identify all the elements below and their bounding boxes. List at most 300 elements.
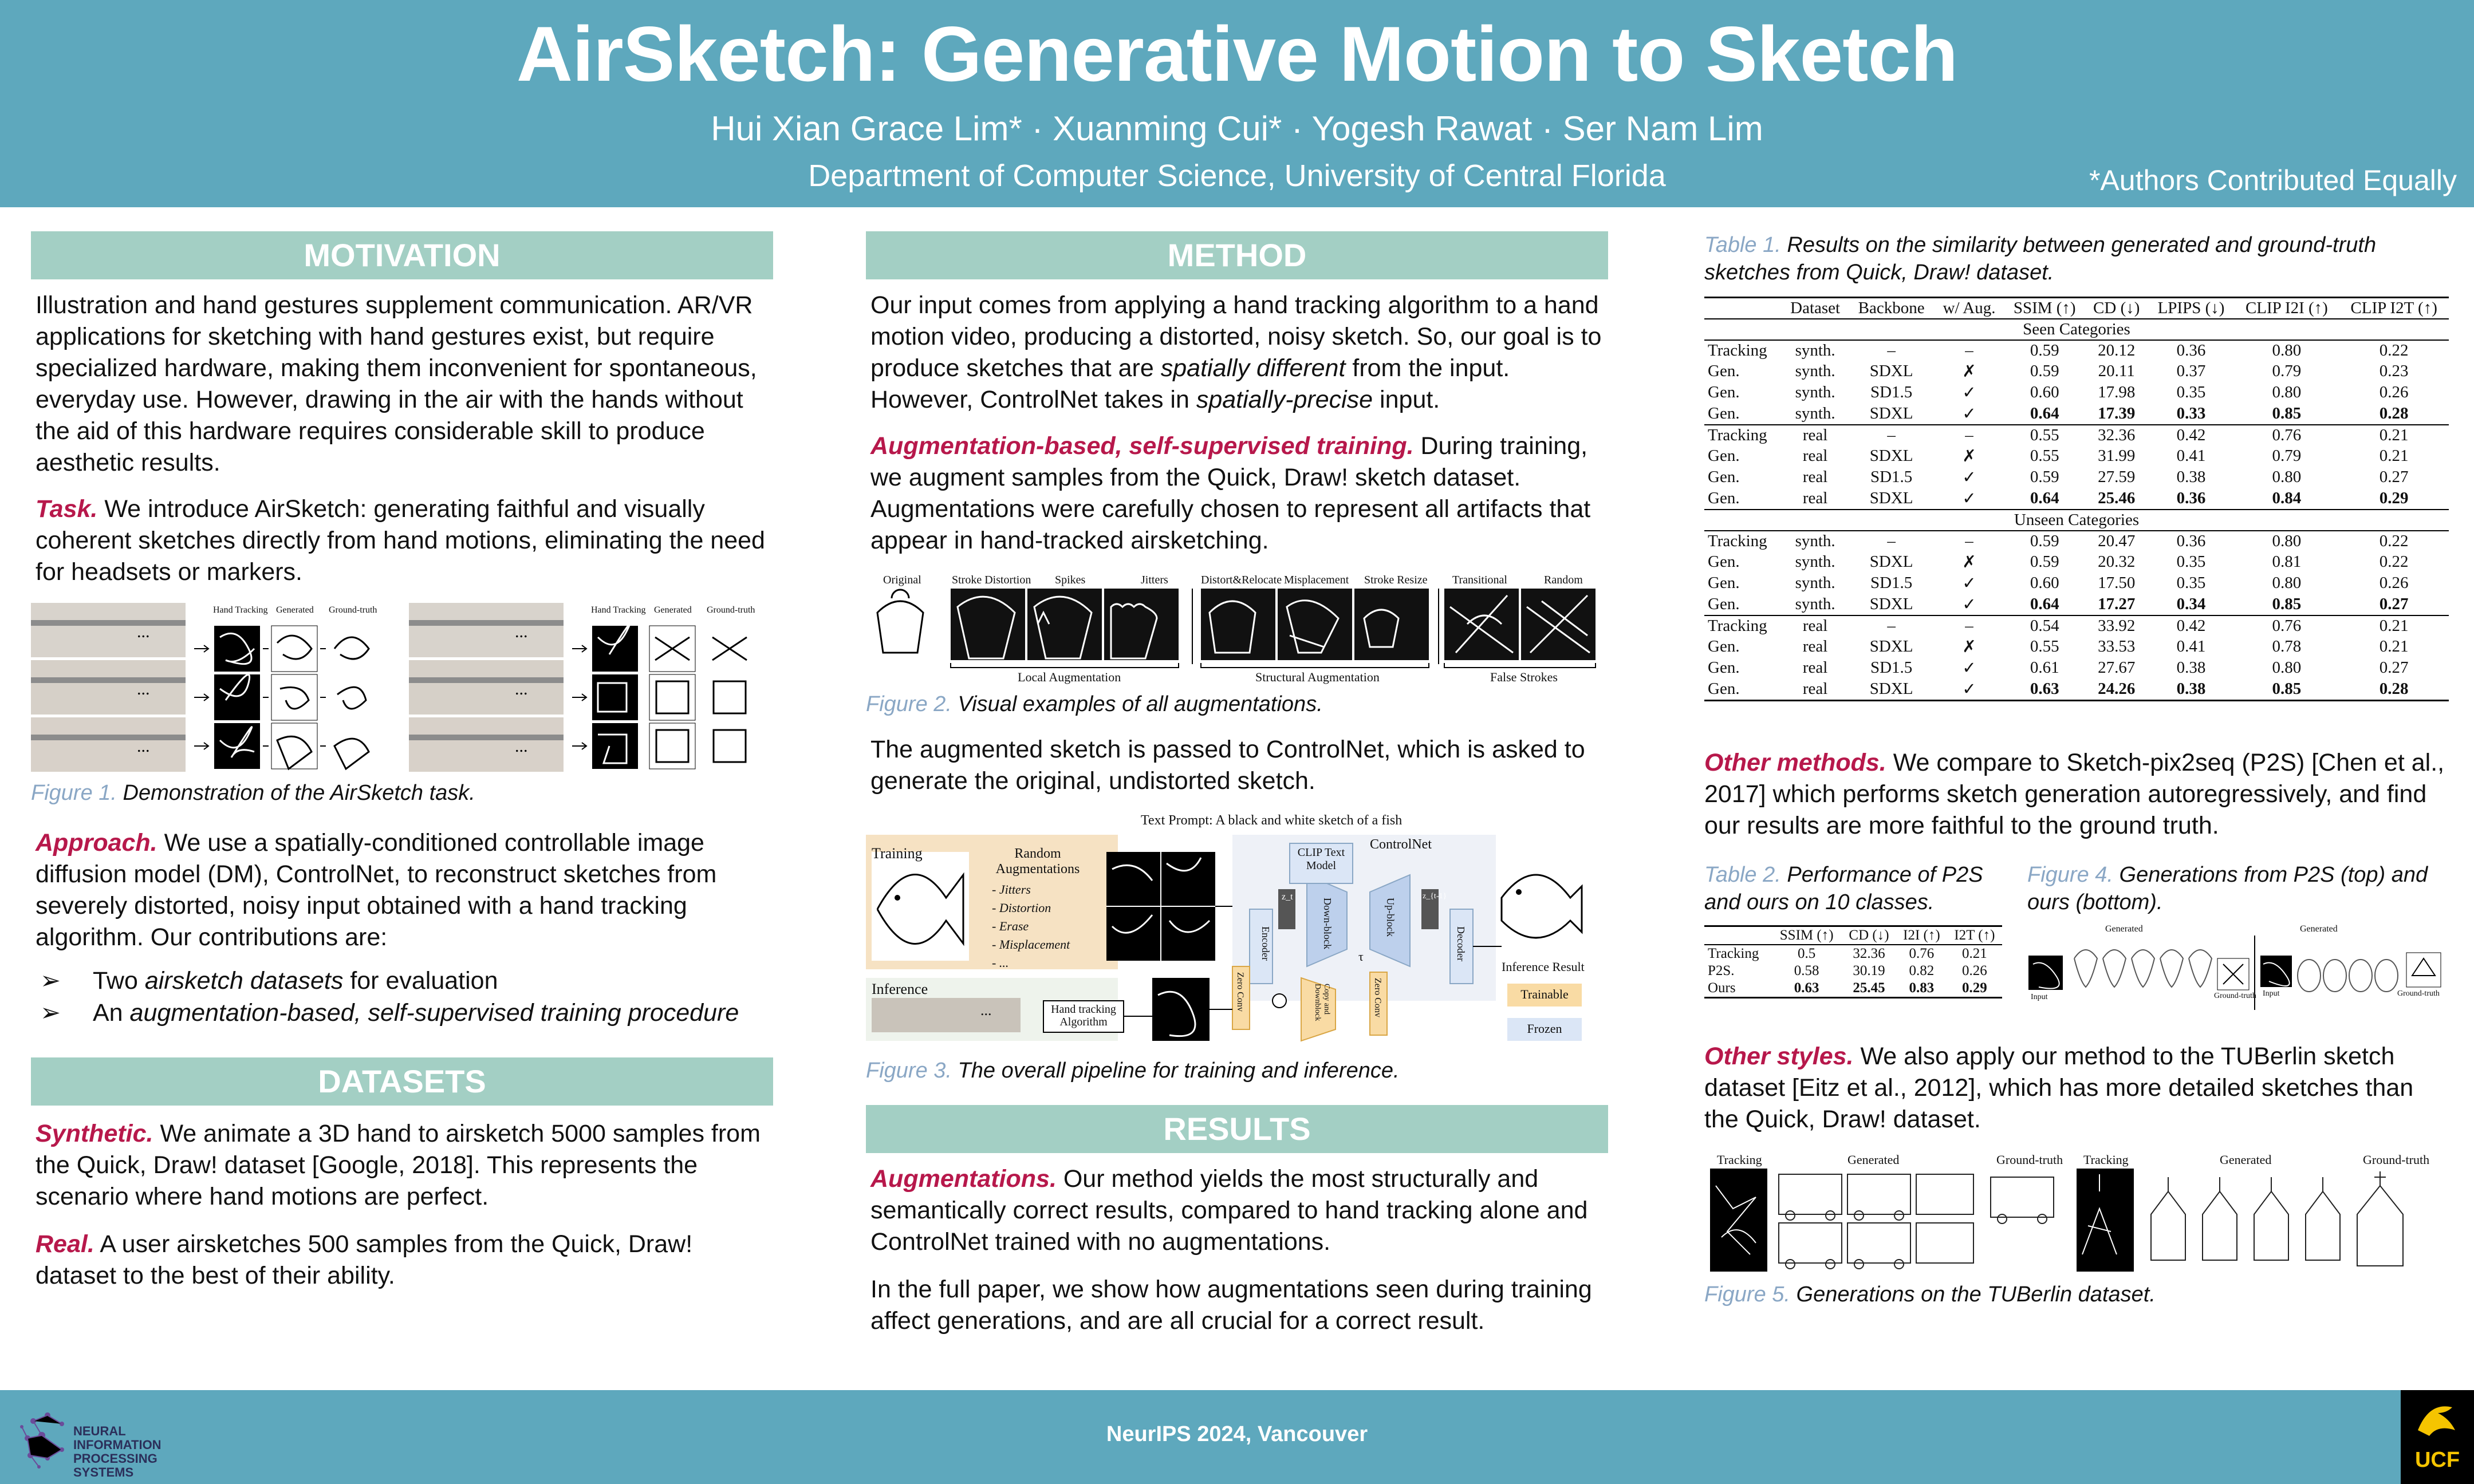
figure-5 <box>1704 1151 2449 1277</box>
ucf-logo <box>2401 1390 2474 1484</box>
method-emph: spatially-precise <box>1196 386 1373 413</box>
section-heading-results: RESULTS <box>866 1105 1608 1153</box>
table-cell: 0.58 <box>1794 963 1819 978</box>
table-cell: 0.79 <box>2272 447 2302 465</box>
table-cell: Gen. <box>1708 552 1740 571</box>
figure-1-caption <box>31 779 773 807</box>
figure-1-caption-label: Figure 1. <box>31 781 117 805</box>
fig3-aug-item: - ... <box>992 956 1009 970</box>
table-cell: 31.99 <box>2098 447 2136 465</box>
fig5-tracking-right: Tracking <box>2083 1153 2129 1167</box>
fig2-label-spikes: Spikes <box>1055 574 1086 586</box>
fig3-inference-label: Inference <box>872 981 928 997</box>
fig3-zero-conv-2: Zero Conv <box>1373 978 1382 1017</box>
table-cell: ✗ <box>1962 638 1976 656</box>
table-cell: – <box>1935 531 2004 551</box>
table-row <box>1704 361 2449 382</box>
fig1-label-generated-right: Generated <box>654 605 692 615</box>
table-cell: 0.80 <box>2272 468 2302 486</box>
augmentation-text: During training, we augment samples from the Quick, Draw! sketch dataset. Augmentations were carefully chosen to represent all artifacts that appear in hand-tracked airsketching. <box>870 432 1591 554</box>
table-cell: 0.21 <box>2339 615 2449 636</box>
method-intro <box>870 290 1604 416</box>
fig2-label-random: Random <box>1544 574 1583 586</box>
table-cell: 0.54 <box>2004 615 2085 636</box>
method-text: Our input comes from applying a hand tracking algorithm to a hand motion video, producing a distorted, noisy sketch. So, our goal is to produce sketches that are <box>870 291 1602 382</box>
other-styles-text: We also apply our method to the TUBerlin sketch dataset [Eitz et al., 2012], which has more detailed sketches than the Quick, Draw! dataset. <box>1704 1043 2414 1133</box>
table-cell: 0.61 <box>2030 658 2059 677</box>
table-cell: 17.50 <box>2098 574 2136 592</box>
table-cell: 0.26 <box>1962 963 1987 978</box>
table-cell: 0.5 <box>1771 945 1842 962</box>
table-cell: 0.26 <box>2379 574 2409 592</box>
fig5-generated-left: Generated <box>1847 1153 1900 1167</box>
fig3-frozen: Frozen <box>1527 1021 1562 1036</box>
table-cell: Tracking <box>1704 425 1782 445</box>
fig3-down: Down-block <box>1322 898 1333 949</box>
table-row <box>1704 382 2449 403</box>
table-2-and-figure-4 <box>1704 861 2449 1016</box>
fig3-aug-list <box>992 881 1070 972</box>
table-cell: SD1.5 <box>1870 658 1913 677</box>
fig4-input-right: Input <box>2263 989 2280 998</box>
contribution-text: Two <box>93 967 145 994</box>
table-cell: Tracking <box>1704 531 1782 551</box>
table-cell: 0.80 <box>2235 340 2339 361</box>
table-header-cell: I2T (↑) <box>1947 926 2002 945</box>
table-cell: 0.38 <box>2176 658 2206 677</box>
figure-2-caption-label: Figure 2. <box>866 692 952 716</box>
table-cell: 0.21 <box>1947 945 2002 962</box>
svg-text:...: ... <box>515 680 528 698</box>
table-cell: 0.55 <box>2004 425 2085 445</box>
other-methods-paragraph <box>1704 747 2449 842</box>
task-text: We introduce AirSketch: generating faithful and visually coherent sketches directly from hand motions, eliminating the need for headsets or markers. <box>36 495 765 586</box>
table-row <box>1704 945 2002 962</box>
table-cell: 0.59 <box>2004 531 2085 551</box>
table-cell: 0.37 <box>2176 362 2206 380</box>
table-header-cell: w/ Aug. <box>1935 298 2004 319</box>
figure-1-caption-text: Demonstration of the AirSketch task. <box>116 781 475 805</box>
table-header-cell: CLIP I2I (↑) <box>2235 298 2339 319</box>
results-aug-label: Augmentations. <box>870 1165 1057 1193</box>
table-row <box>1704 636 2449 657</box>
table-cell: SDXL <box>1869 404 1913 423</box>
table-cell: 0.76 <box>1896 945 1947 962</box>
table-header-cell: CLIP I2T (↑) <box>2339 298 2449 319</box>
figure-5-image <box>1704 1151 2449 1277</box>
table-header-cell: CD (↓) <box>2085 298 2148 319</box>
table-cell: 0.59 <box>2030 362 2059 380</box>
table-cell: 0.76 <box>2235 425 2339 445</box>
table-cell: 0.29 <box>2379 489 2409 507</box>
table-cell: 0.35 <box>2176 383 2206 401</box>
table-cell: SDXL <box>1869 489 1913 507</box>
table-cell: 0.42 <box>2148 425 2234 445</box>
fig2-group-structural: Structural Augmentation <box>1255 670 1380 684</box>
arrow-bullet-icon: ➢ <box>40 999 61 1027</box>
figure-2-caption-text: Visual examples of all augmentations. <box>951 692 1323 716</box>
figure-3 <box>866 812 1608 1052</box>
fig3-controlnet: ControlNet <box>1370 837 1432 852</box>
table-cell: 0.33 <box>2176 404 2206 423</box>
table-cell: 0.38 <box>2176 468 2206 486</box>
figure-5-caption-label: Figure 5. <box>1704 1282 1790 1307</box>
fig5-gt-right: Ground-truth <box>2363 1153 2430 1167</box>
task-paragraph <box>36 494 769 588</box>
table-cell: real <box>1782 425 1849 445</box>
motivation-intro: Illustration and hand gestures supplement communication. AR/VR applications for sketching with hand gestures exist, but require specialized hardware, making them inconvenient for spontaneous, everyday use. However, drawing in the air with the hands without the aid of this hardware requires considerable skill to produce aesthetic results. <box>36 291 757 476</box>
table-header-cell: Dataset <box>1782 298 1849 319</box>
fig2-label-distort-relocate: Distort&Relocate <box>1201 574 1282 586</box>
table-cell: SD1.5 <box>1870 468 1913 486</box>
figure-4-caption-label: Figure 4. <box>2027 863 2113 887</box>
table-cell: 20.32 <box>2098 552 2136 571</box>
table-cell: 0.23 <box>2379 362 2409 380</box>
table-cell: 32.36 <box>1842 945 1896 962</box>
table-cell: synth. <box>1782 531 1849 551</box>
contribution-text: An <box>93 999 130 1027</box>
other-styles-paragraph <box>1704 1041 2449 1135</box>
fig4-input-left: Input <box>2031 993 2048 1001</box>
table-cell: 20.47 <box>2085 531 2148 551</box>
table-cell: 0.36 <box>2148 531 2234 551</box>
synthetic-label: Synthetic. <box>36 1120 153 1147</box>
table-cell: 20.11 <box>2098 362 2135 380</box>
fig1-label-generated-left: Generated <box>276 605 314 615</box>
table-cell: 0.64 <box>2030 489 2059 507</box>
table-cell: Gen. <box>1708 595 1740 613</box>
table-cell: Gen. <box>1708 447 1740 465</box>
table-cell: 20.12 <box>2085 340 2148 361</box>
table-cell: real <box>1802 489 1828 507</box>
augmentation-label: Augmentation-based, self-supervised training. <box>870 432 1414 460</box>
table-cell: 25.46 <box>2098 489 2136 507</box>
real-paragraph <box>36 1229 769 1292</box>
fig3-aug-item: - Misplacement <box>992 937 1070 952</box>
table-cell: 0.26 <box>2379 383 2409 401</box>
table-row <box>1704 467 2449 488</box>
results-p2: In the full paper, we show how augmentations seen during training affect generations, and are all crucial for a correct result. <box>870 1276 1592 1335</box>
conference-label: NeurIPS 2024, Vancouver <box>1106 1422 1368 1446</box>
table-cell: ✓ <box>1962 468 1976 487</box>
table-row <box>1704 678 2449 701</box>
column-middle <box>866 231 1608 1337</box>
figure-3-caption-text: The overall pipeline for training and inference. <box>951 1059 1400 1083</box>
table-cell: ✓ <box>1962 405 1976 423</box>
table-cell: Gen. <box>1708 404 1740 423</box>
table-cell: ✓ <box>1962 574 1976 593</box>
fig2-group-false: False Strokes <box>1490 670 1558 684</box>
approach-text: We use a spatially-conditioned controllable image diffusion model (DM), ControlNet, to reconstruct sketches from severely distorted, noisy input obtained with a hand tracking algorithm. Our contributions are: <box>36 829 717 951</box>
table-cell: 0.79 <box>2272 362 2302 380</box>
poster-footer <box>0 1390 2474 1484</box>
table-cell: synth. <box>1795 362 1835 380</box>
fig3-zt1: z_{t-1} <box>1423 892 1447 901</box>
figure-5-caption-text: Generations on the TUBerlin dataset. <box>1790 1282 2156 1307</box>
fig1-label-gt-right: Ground-truth <box>707 605 755 615</box>
table-1 <box>1704 297 2449 701</box>
table-header-row <box>1704 298 2449 319</box>
table-cell: 0.82 <box>1909 963 1935 978</box>
fig5-gt-left: Ground-truth <box>1996 1153 2063 1167</box>
figure-2-caption <box>866 690 1608 718</box>
fig5-tracking-left: Tracking <box>1717 1153 1762 1167</box>
fig3-dots: ... <box>980 1002 992 1019</box>
table-cell: 0.41 <box>2176 637 2206 656</box>
table-header-cell: I2I (↑) <box>1896 926 1947 945</box>
table-2-caption <box>1704 861 2014 916</box>
table-cell: Gen. <box>1708 658 1740 677</box>
fig2-label-transitional: Transitional <box>1452 574 1507 586</box>
table-cell: synth. <box>1782 340 1849 361</box>
table-cell: 33.53 <box>2098 637 2136 656</box>
table-cell: ✓ <box>1962 490 1976 508</box>
real-text: A user airsketches 500 samples from the Quick, Draw! dataset to the best of their ability. <box>36 1230 693 1289</box>
table-cell: synth. <box>1795 552 1835 571</box>
table-cell: ✓ <box>1962 384 1976 402</box>
table-row <box>1704 531 2449 551</box>
table-header-cell: Backbone <box>1849 298 1935 319</box>
table-cell: 17.27 <box>2098 595 2136 613</box>
table-cell: real <box>1782 678 1849 701</box>
table-cell: 0.80 <box>2272 383 2302 401</box>
table-cell: Gen. <box>1708 362 1740 380</box>
table-cell: Tracking <box>1704 615 1782 636</box>
table-row <box>1704 594 2449 615</box>
table-cell: 0.85 <box>2272 595 2302 613</box>
table-cell: 0.84 <box>2272 489 2302 507</box>
authors: Hui Xian Grace Lim* · Xuanming Cui* · Yogesh Rawat · Ser Nam Lim <box>711 109 1763 148</box>
table-cell: 33.92 <box>2085 615 2148 636</box>
fig1-right-panel <box>409 603 753 772</box>
table-cell: 0.63 <box>1771 980 1842 998</box>
svg-text:...: ... <box>137 680 150 698</box>
table-cell: 0.22 <box>2379 552 2409 571</box>
table-cell: 0.83 <box>1896 980 1947 998</box>
table-cell: 32.36 <box>2085 425 2148 445</box>
fig4-generated-bottom: Generated <box>2300 924 2338 934</box>
fig2-group-local: Local Augmentation <box>1018 670 1121 684</box>
svg-text:...: ... <box>137 622 150 641</box>
table-cell: SDXL <box>1869 595 1913 613</box>
fig3-clip: CLIP Text Model <box>1297 846 1345 872</box>
fig3-zero-conv-1: Zero Conv <box>1235 972 1245 1012</box>
table-cell: Ours <box>1704 980 1771 998</box>
table-cell: 0.55 <box>2030 637 2059 656</box>
table-header-cell: LPIPS (↓) <box>2148 298 2234 319</box>
svg-text:...: ... <box>515 737 528 756</box>
table-1-caption-text: Results on the similarity between generated and ground-truth sketches from Quick, Draw! dataset. <box>1704 233 2377 285</box>
figure-3-caption <box>866 1057 1608 1084</box>
table-cell: 0.34 <box>2176 595 2206 613</box>
task-label: Task. <box>36 495 98 523</box>
table-cell: 0.29 <box>1947 980 2002 998</box>
figure-1-image <box>31 603 773 775</box>
table-cell: 0.21 <box>2379 447 2409 465</box>
fig3-aug-item: - Distortion <box>992 901 1051 915</box>
table-1-caption-label: Table 1. <box>1704 233 1781 257</box>
fig4-gt-right: Ground-truth <box>2397 989 2440 998</box>
results-aug-text: Our method yields the most structurally and semantically correct results, compared to hand tracking alone and ControlNet trained with no augmentations. <box>870 1165 1588 1256</box>
equal-contribution-note: *Authors Contributed Equally <box>2089 164 2457 196</box>
table-cell: Gen. <box>1708 468 1740 486</box>
real-label: Real. <box>36 1230 94 1258</box>
table-cell: ✗ <box>1962 447 1976 465</box>
table-row <box>1704 573 2449 594</box>
table-cell: 0.81 <box>2272 552 2302 571</box>
synthetic-text: We animate a 3D hand to airsketch 5000 samples from the Quick, Draw! dataset [Google, 2018]. This represents the scenario where hand motions are perfect. <box>36 1120 761 1210</box>
table-cell: ✓ <box>1962 659 1976 677</box>
table-row <box>1704 615 2449 636</box>
approach-paragraph <box>36 827 769 953</box>
method-emph: spatially different <box>1160 354 1346 382</box>
table-cell: 17.98 <box>2098 383 2136 401</box>
fig3-zt: z_t <box>1282 892 1293 902</box>
fig3-encoder: Encoder <box>1260 926 1271 961</box>
table-cell: 0.63 <box>2004 678 2085 701</box>
table-cell: 30.19 <box>1853 963 1885 978</box>
table-cell: 0.27 <box>2379 595 2409 613</box>
fig3-random-aug: Random Augmentations <box>995 846 1080 877</box>
table-cell: 0.59 <box>2030 468 2059 486</box>
fig3-aug-item: - Erase <box>992 919 1029 933</box>
fig3-tau: τ <box>1358 949 1364 964</box>
fig3-up: Up-block <box>1385 898 1396 937</box>
fig3-text-prompt: Text Prompt: A black and white sketch of a fish <box>1141 813 1403 828</box>
table-header-cell: CD (↓) <box>1842 926 1896 945</box>
table-cell: – <box>1849 340 1935 361</box>
figure-4-image <box>2023 924 2447 1016</box>
table-section-unseen <box>1704 510 2449 531</box>
svg-text:...: ... <box>137 737 150 756</box>
table-row <box>1704 340 2449 361</box>
fig1-label-tracking-right: Hand Tracking <box>591 605 646 615</box>
fig4-generated-top: Generated <box>2105 924 2143 934</box>
table-cell: 0.60 <box>2030 383 2059 401</box>
table-cell: 0.36 <box>2176 489 2206 507</box>
method-text: input. <box>1373 386 1440 413</box>
column-left <box>31 231 773 1292</box>
fig3-aug-item: - Jitters <box>992 882 1031 897</box>
table-row <box>1704 425 2449 445</box>
table-cell: 0.41 <box>2176 447 2206 465</box>
table-cell: Tracking <box>1704 945 1771 962</box>
table-row <box>1704 403 2449 425</box>
table-cell: 0.38 <box>2148 678 2234 701</box>
section-heading-datasets: DATASETS <box>31 1057 773 1106</box>
table-header-cell <box>1704 926 1771 945</box>
arrow-bullet-icon: ➢ <box>40 967 61 994</box>
figure-3-image <box>866 812 1608 1052</box>
fig3-inference-result: Inference Result <box>1502 960 1585 974</box>
column-right <box>1704 231 2449 1308</box>
table-2 <box>1704 925 2002 998</box>
table-cell: Tracking <box>1704 340 1782 361</box>
table-cell: – <box>1935 615 2004 636</box>
table-cell: real <box>1782 615 1849 636</box>
fig2-label-misplacement: Misplacement <box>1284 574 1349 586</box>
table-cell: 0.64 <box>2030 404 2059 423</box>
fig2-label-stroke-distortion: Stroke Distortion <box>952 574 1031 586</box>
contribution-item <box>36 997 769 1029</box>
table-cell: – <box>1849 531 1935 551</box>
table-cell: – <box>1849 615 1935 636</box>
table-cell: ✓ <box>1935 678 2004 701</box>
contribution-emph: airsketch datasets <box>144 967 344 994</box>
figure-5-caption <box>1704 1281 2449 1308</box>
table-cell: Gen. <box>1704 678 1782 701</box>
table-cell: real <box>1802 447 1828 465</box>
other-methods-text: We compare to Sketch-pix2seq (P2S) [Chen et al., 2017] which performs sketch generation autoregressively, and find our results are more faithful to the ground truth. <box>1704 749 2445 839</box>
table-row <box>1704 980 2002 998</box>
method-p2: The augmented sketch is passed to ControlNet, which is asked to generate the original, undistorted sketch. <box>870 736 1585 795</box>
table-cell: 0.85 <box>2235 678 2339 701</box>
table-cell: 0.27 <box>2379 658 2409 677</box>
table-cell: SDXL <box>1849 678 1935 701</box>
table-cell: 0.42 <box>2148 615 2234 636</box>
fig3-trainable: Trainable <box>1520 987 1569 1001</box>
other-styles-label: Other styles. <box>1704 1043 1854 1070</box>
table-cell: 0.21 <box>2339 425 2449 445</box>
table-cell: 0.21 <box>2379 637 2409 656</box>
figure-2 <box>866 573 1608 687</box>
method-text: from the input. However, ControlNet takes in <box>870 354 1510 413</box>
fig2-label-stroke-resize: Stroke Resize <box>1364 574 1428 586</box>
table-cell: Gen. <box>1708 489 1740 507</box>
table-cell: 0.80 <box>2272 574 2302 592</box>
table-cell: synth. <box>1795 574 1835 592</box>
table-cell: real <box>1802 468 1828 486</box>
table-cell: – <box>1849 425 1935 445</box>
poster-header <box>0 0 2474 207</box>
pegasus-icon <box>2401 1390 2474 1442</box>
table-cell: 0.55 <box>2030 447 2059 465</box>
table-row <box>1704 657 2449 678</box>
affiliation: Department of Computer Science, University of Central Florida <box>808 159 1666 193</box>
section-heading-method: METHOD <box>866 231 1608 279</box>
table-2-caption-text: Performance of P2S and ours on 10 classes. <box>1704 863 1983 914</box>
table-cell: real <box>1802 637 1828 656</box>
results-augmentations <box>870 1163 1604 1258</box>
table-1-caption <box>1704 231 2449 286</box>
table-cell: – <box>1935 425 2004 445</box>
table-cell: 0.80 <box>2272 658 2302 677</box>
table-cell: 17.39 <box>2098 404 2136 423</box>
table-cell: 0.59 <box>2004 340 2085 361</box>
table-cell: ✓ <box>1962 595 1976 614</box>
table-cell: Gen. <box>1708 637 1740 656</box>
figure-3-caption-label: Figure 3. <box>866 1059 952 1083</box>
table-cell: P2S. <box>1708 963 1735 978</box>
figure-4-caption <box>2027 861 2440 916</box>
fig1-label-tracking-left: Hand Tracking <box>213 605 268 615</box>
table-header-cell <box>1704 298 1782 319</box>
table-cell: ✗ <box>1962 362 1976 381</box>
table-cell: 0.27 <box>2379 468 2409 486</box>
poster-title: AirSketch: Generative Motion to Sketch <box>516 10 1958 97</box>
figure-1 <box>31 603 773 775</box>
fig3-hand-tracking: Hand tracking Algorithm <box>1051 1003 1116 1028</box>
neurips-logo-text: NEURAL INFORMATION PROCESSING SYSTEMS <box>73 1424 161 1479</box>
table-row <box>1704 445 2449 467</box>
table-cell: 27.67 <box>2098 658 2136 677</box>
table-section-seen <box>1704 319 2449 340</box>
table-cell: Gen. <box>1708 383 1740 401</box>
table-row <box>1704 488 2449 510</box>
table-cell: 0.35 <box>2176 574 2206 592</box>
table-cell: – <box>1935 340 2004 361</box>
table-header-row <box>1704 926 2002 945</box>
